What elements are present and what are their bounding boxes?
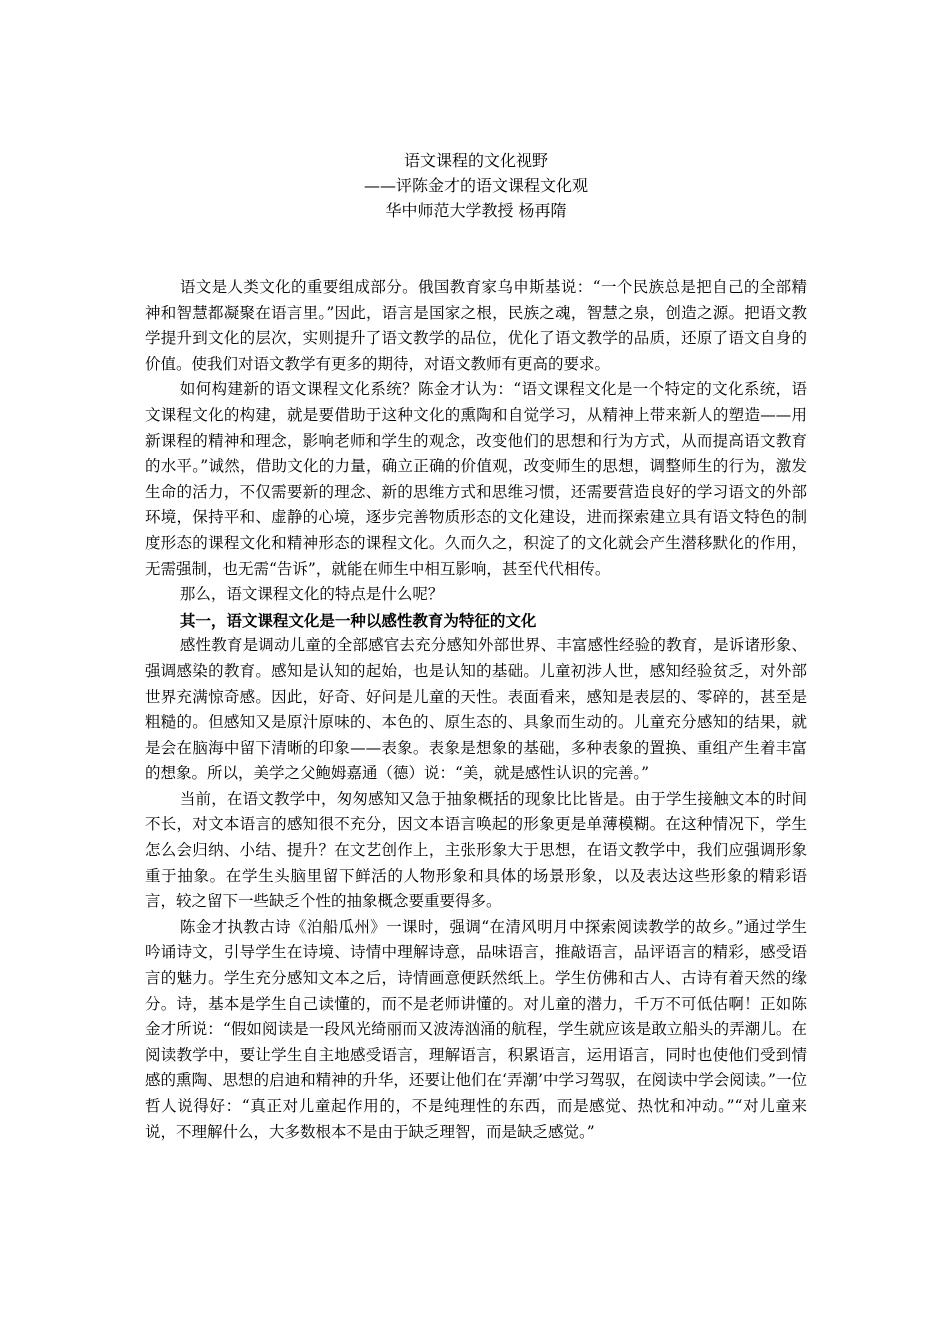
paragraph: 语文是人类文化的重要组成部分。俄国教育家乌申斯基说：“一个民族总是把自己的全部精神和智慧都凝聚在语言里。”因此，语言是国家之根，民族之魂，智慧之泉，创造之源。把语文教学提升到文化的层次，实则提升了语文教学的品位，优化了语文教学的品质，还原了语文自身的价值。使我们对语文教学有更多的期待，对语文教师有更高的要求。 (145, 278, 807, 373)
document-page (145, 148, 807, 1145)
document-body (145, 275, 807, 1145)
title-block (145, 148, 807, 223)
paragraph: 当前，在语文教学中，匆匆感知又急于抽象概括的现象比比皆是。由于学生接触文本的时间不长，对文本语言的感知很不充分，因文本语言唤起的形象更是单薄模糊。在这种情况下，学生怎么会归纳、小结、提升？在文艺创作上，主张形象大于思想，在语文教学中，我们应强调形象重于抽象。在学生头脑里留下鲜活的人物形象和具体的场景形象，以及表达这些形象的精彩语言，较之留下一些缺乏个性的抽象概念要重要得多。 (145, 789, 807, 911)
document-title: 语文课程的文化视野 (403, 151, 548, 170)
section-heading: 其一，语文课程文化是一种以感性教育为特征的文化 (179, 610, 537, 630)
paragraph: 陈金才执教古诗《泊船瓜州》一课时，强调“在清风明月中探索阅读教学的故乡。”通过学生吟诵诗文，引导学生在诗境、诗情中理解诗意，品味语言，推敲语言，品评语言的精彩，感受语言的魅力。学生充分感知文本之后，诗情画意便跃然纸上。学生仿佛和古人、古诗有着天然的缘分。诗，基本是学生自己读懂的，而不是老师讲懂的。对儿童的潜力，千万不可低估啊！正如陈金才所说：“假如阅读是一段风光绮丽而又波涛汹涌的航程，学生就应该是敢立船头的弄潮儿。在阅读教学中，要让学生自主地感受语言，理解语言，积累语言，运用语言，同时也使他们受到情感的熏陶、思想的启迪和精神的升华，还要让他们在‘弄潮’中学习驾驭，在阅读中学会阅读。”一位哲人说得好：“真正对儿童起作用的，不是纯理性的东西，而是感觉、热忱和冲动。”“对儿童来说，不理解什么，大多数根本不是由于缺乏理智，而是缺乏感觉。” (145, 917, 807, 1141)
paragraph: 感性教育是调动儿童的全部感官去充分感知外部世界、丰富感性经验的教育，是诉诸形象、强调感染的教育。感知是认知的起始，也是认知的基础。儿童初涉人世，感知经验贫乏，对外部世界充满惊奇感。因此，好奇、好问是儿童的天性。表面看来，感知是表层的、零碎的，甚至是粗糙的。但感知又是原汁原味的、本色的、原生态的、具象而生动的。儿童充分感知的结果，就是会在脑海中留下清晰的印象——表象。表象是想象的基础，多种表象的置换、重组产生着丰富的想象。所以，美学之父鲍姆嘉通（德）说：“美，就是感性认识的完善。” (145, 636, 807, 783)
paragraph: 如何构建新的语文课程文化系统？陈金才认为：“语文课程文化是一个特定的文化系统，语文课程文化的构建，就是要借助于这种文化的熏陶和自觉学习，从精神上带来新人的塑造——用新课程的精神和理念，影响老师和学生的观念，改变他们的思想和行为方式，从而提高语文教育的水平。”诚然，借助文化的力量，确立正确的价值观，改变师生的思想，调整师生的行为，激发生命的活力，不仅需要新的理念、新的思维方式和思维习惯，还需要营造良好的学习语文的外部环境，保持平和、虚静的心境，逐步完善物质形态的文化建设，进而探索建立具有语文特色的制度形态的课程文化和精神形态的课程文化。久而久之，积淀了的文化就会产生潜移默化的作用，无需强制，也无需“告诉”，就能在师生中相互影响，甚至代代相传。 (145, 380, 807, 578)
document-subtitle: ——评陈金才的语文课程文化观 (363, 176, 588, 195)
paragraph: 那么，语文课程文化的特点是什么呢？ (179, 585, 444, 604)
document-author: 华中师范大学教授 杨再隋 (385, 201, 567, 220)
